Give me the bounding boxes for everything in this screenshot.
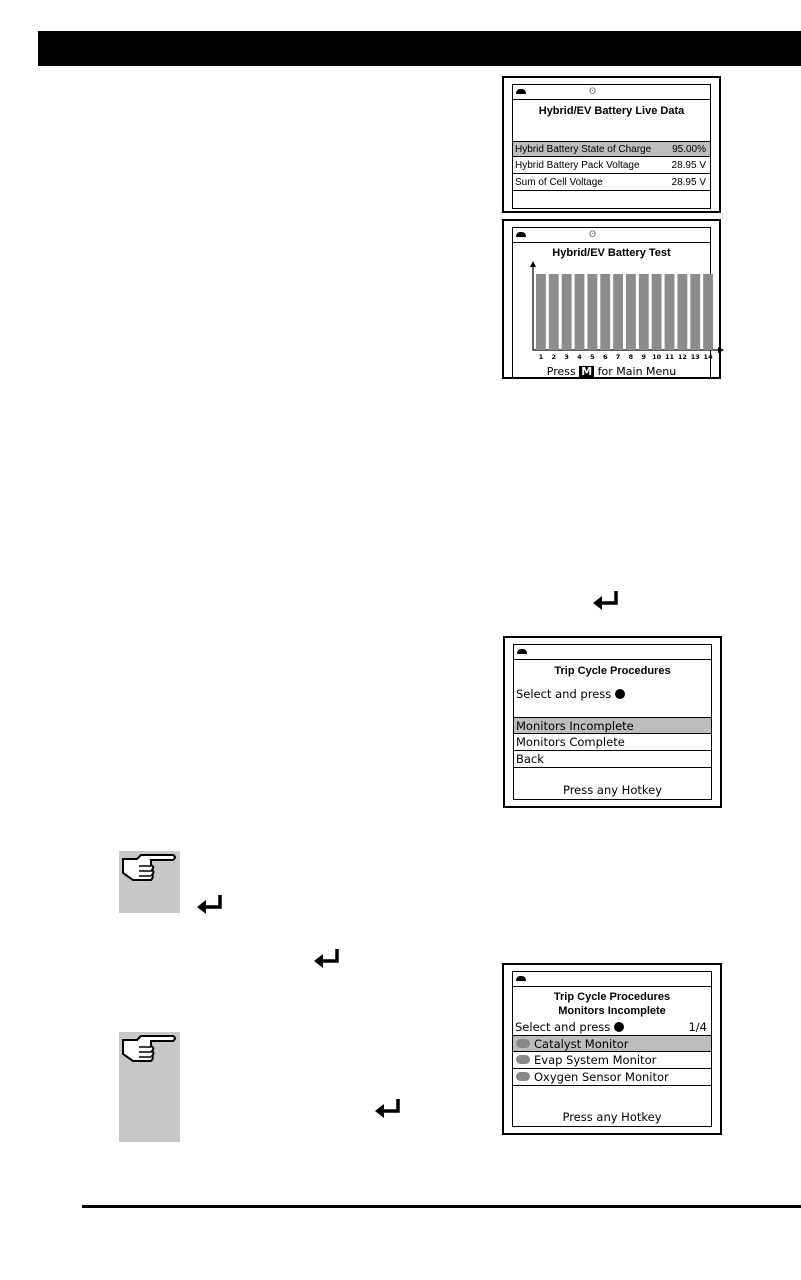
- x-tick-label: 3: [564, 353, 569, 361]
- x-tick-label: 13: [690, 353, 700, 361]
- menu-item-label: Monitors Complete: [516, 735, 625, 749]
- chart-bar: [652, 274, 662, 350]
- note-box: [119, 1032, 180, 1142]
- menu-item-label: Back: [516, 752, 544, 766]
- pointing-hand-icon: [119, 1032, 180, 1094]
- page-indicator: 1/4: [688, 1020, 707, 1034]
- x-tick-label: 7: [615, 353, 621, 361]
- enter-key-icon: [592, 589, 622, 611]
- chart-bar: [536, 274, 546, 350]
- select-prompt: [515, 1020, 624, 1034]
- hint-suffix: for Main Menu: [597, 365, 677, 378]
- x-tick-label: 10: [652, 353, 662, 361]
- chart-bar: [562, 274, 572, 350]
- chart-bar: [549, 274, 559, 350]
- screen-title: Trip Cycle Procedures: [554, 665, 671, 677]
- x-axis-arrow: [718, 347, 724, 353]
- status-bar: [513, 972, 711, 987]
- x-tick-label: 9: [641, 353, 647, 361]
- battery-test-screen: [502, 219, 721, 379]
- m-key-icon: M: [581, 365, 593, 378]
- vehicle-icon: [516, 89, 526, 94]
- bluetooth-icon: ʘ: [589, 87, 597, 97]
- menu-item-evap-system-monitor[interactable]: [513, 1052, 711, 1069]
- chart-bar: [575, 274, 585, 350]
- row-label: Hybrid Battery State of Charge: [515, 144, 652, 155]
- x-tick-label: 14: [703, 353, 713, 361]
- chart-bar: [639, 274, 649, 350]
- menu-item-label: Monitors Incomplete: [516, 719, 634, 733]
- x-tick-label: 12: [677, 353, 687, 361]
- menu-item-label: Catalyst Monitor: [534, 1037, 629, 1051]
- live-data-display: [512, 84, 711, 209]
- x-tick-label: 4: [577, 353, 582, 361]
- menu-item-oxygen-sensor-monitor[interactable]: [513, 1069, 711, 1086]
- row-label: Sum of Cell Voltage: [515, 177, 603, 188]
- status-bar: [513, 85, 710, 100]
- screen-title: Hybrid/EV Battery Test: [552, 247, 671, 259]
- evap-icon: [516, 1055, 530, 1064]
- chart-bar: [677, 274, 687, 350]
- monitors-incomplete-display: [512, 971, 712, 1127]
- status-bar: [513, 228, 710, 243]
- x-tick-label: 11: [664, 353, 675, 361]
- x-tick-label: 6: [602, 353, 608, 361]
- o2s-icon: [516, 1072, 530, 1081]
- battery-test-display: [512, 227, 711, 377]
- monitors-incomplete-screen: [502, 963, 722, 1135]
- data-row[interactable]: [513, 141, 710, 157]
- data-row[interactable]: [513, 175, 710, 191]
- bluetooth-icon: ʘ: [589, 230, 597, 240]
- row-label: Hybrid Battery Pack Voltage: [515, 160, 640, 171]
- prompt-text: Select and press: [516, 687, 612, 701]
- chart-bar: [690, 274, 700, 350]
- chart-bar: [600, 274, 610, 350]
- page-header-bar: [38, 31, 801, 66]
- prompt-text: Select and press: [515, 1020, 611, 1034]
- menu-item-back[interactable]: [514, 751, 711, 768]
- page-footer-rule: [82, 1205, 801, 1208]
- screen-subtitle: Monitors Incomplete: [558, 1005, 666, 1017]
- x-tick-label: 8: [628, 353, 634, 361]
- x-tick-label: 2: [551, 353, 557, 361]
- screen-title: Hybrid/EV Battery Live Data: [538, 105, 685, 117]
- x-tick-label: 1: [538, 353, 544, 361]
- chart-bar: [626, 274, 636, 350]
- screen-title: Trip Cycle Procedures: [553, 991, 671, 1003]
- hotkey-hint: Press any Hotkey: [562, 1110, 662, 1124]
- row-value: 28.95 V: [671, 177, 706, 188]
- vehicle-icon: [516, 232, 526, 237]
- catalyst-icon: [516, 1039, 530, 1048]
- select-prompt: [516, 687, 625, 701]
- row-value: 28.95 V: [671, 160, 706, 171]
- enter-key-icon: [313, 947, 343, 969]
- menu-item-monitors-incomplete[interactable]: [514, 717, 711, 734]
- hint-prefix: Press: [546, 365, 576, 378]
- menu-item-monitors-complete[interactable]: [514, 734, 711, 751]
- data-row[interactable]: [513, 158, 710, 174]
- chart-bar: [703, 274, 713, 350]
- menu-item-label: Evap System Monitor: [534, 1053, 657, 1067]
- chart-bar: [587, 274, 597, 350]
- enter-key-icon: [374, 1097, 404, 1119]
- x-tick-label: 5: [590, 353, 595, 361]
- hotkey-hint: Press any Hotkey: [562, 783, 663, 797]
- chart-bar: [613, 274, 623, 350]
- status-bar: [514, 645, 711, 660]
- note-box: [119, 851, 180, 913]
- trip-cycle-display: [513, 644, 712, 800]
- vehicle-icon: [517, 649, 527, 654]
- y-axis-arrow: [530, 261, 536, 267]
- live-data-screen: [502, 76, 721, 213]
- menu-item-catalyst-monitor[interactable]: [513, 1035, 711, 1052]
- pointing-hand-icon: [119, 851, 180, 913]
- chart-bar: [665, 274, 675, 350]
- row-value: 95.00%: [672, 144, 706, 155]
- enter-key-icon: [196, 893, 226, 915]
- menu-item-label: Oxygen Sensor Monitor: [534, 1070, 669, 1084]
- main-menu-hint: [513, 365, 710, 378]
- enter-button-icon: [615, 689, 625, 699]
- cell-voltage-chart: [525, 261, 724, 361]
- enter-button-icon: [614, 1022, 624, 1032]
- trip-cycle-screen: [503, 636, 722, 808]
- vehicle-icon: [516, 976, 526, 981]
